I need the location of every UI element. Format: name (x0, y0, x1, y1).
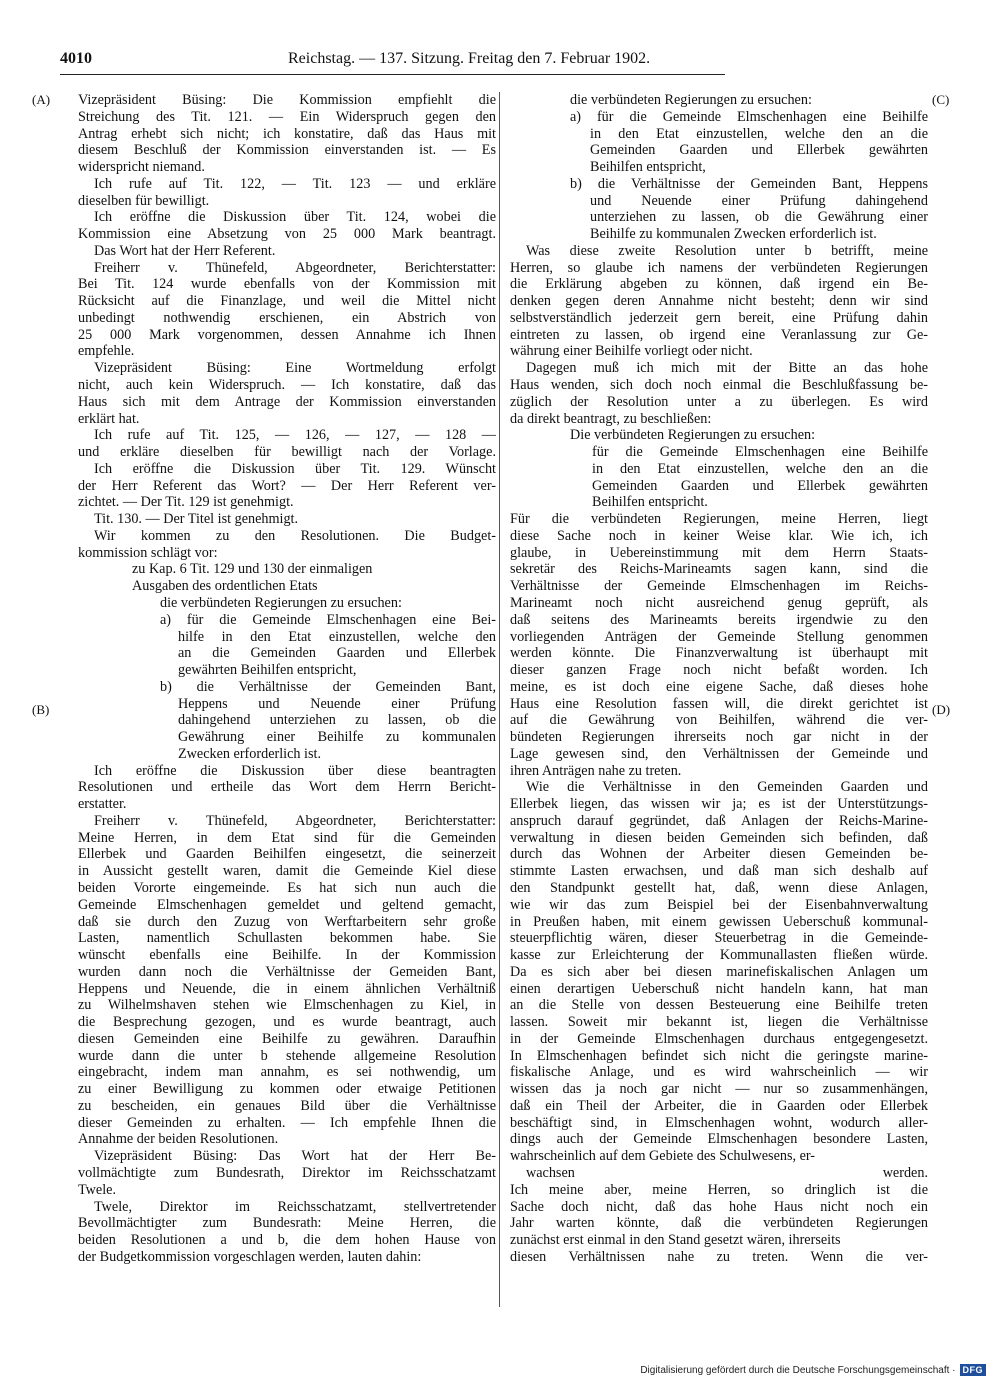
left-column-line: Meine Herren, in dem Etat sind für die Gemeinden (78, 829, 496, 846)
left-column-line: Bevollmächtigter zum Bundesrath: Meine Herren, die (78, 1215, 496, 1232)
running-title: Reichstag. — 137. Sitzung. Freitag den 7. Februar 1902. (288, 50, 651, 67)
left-column-line: an die Gemeinden Gaarden und Ellerbek (178, 645, 496, 662)
left-column-line: wurden dann noch die Verhältnisse der Gemeiden Bant, (78, 963, 496, 980)
left-column-line: daß sie durch den Zuzug von Werftarbeitern sehr große (78, 913, 496, 930)
left-column-line: Haus sich mit dem Antrage der Kommission einverstanden (78, 393, 496, 410)
left-column-line: dahingehend unterziehen zu lassen, ob die (178, 712, 496, 729)
right-column-line: wachsen werden. (526, 1165, 928, 1181)
right-column-line: Was diese zweite Resolution unter b betrifft, meine (526, 242, 928, 259)
right-column-line: die verbündeten Regierungen zu ersuchen: (570, 92, 812, 108)
left-column-line: erklärt hat. (78, 410, 140, 427)
left-column-line: empfehle. (78, 343, 135, 360)
left-column-line: zichtet. — Der Tit. 129 ist genehmigt. (78, 494, 294, 511)
left-column-line: zu einer Bewilligung zu kommen oder etwaige Petitionen (78, 1081, 496, 1098)
right-column-line: Für die verbündeten Regierungen, meine Herren, liegt (510, 511, 928, 528)
right-column-line: glaube, in Uebereinstimmung mit dem Herrn Staats- (510, 544, 928, 561)
right-column-line: dings auch der Gemeinde Elmschenhagen besondere Lasten, (510, 1131, 928, 1148)
left-column-line: die verbündeten Regierungen zu ersuchen: (160, 594, 402, 611)
left-column-line: Ich rufe auf Tit. 125, — 126, — 127, — 128 — (94, 427, 496, 444)
right-column-line: Marineamt noch nicht ausreichend genug geprüft, als (510, 594, 928, 611)
left-column-line: eingebracht, indem man annahm, es sei nothwendig, um (78, 1064, 496, 1081)
right-column-line: und Neuende einer Prüfung dahingehend (590, 192, 928, 209)
left-column-line: beiden Resolutionen a und b, die dem hohen Hause von (78, 1232, 496, 1249)
dfg-logo: DFG (960, 1364, 987, 1376)
left-column-line: 25 000 Mark vorgenommen, dessen Annahme ich Ihnen (78, 326, 496, 343)
left-column-line: Ausgaben des ordentlichen Etats (132, 578, 318, 595)
left-column-line: gewährten Beihilfen entspricht, (178, 662, 357, 679)
footer-text: Digitalisierung gefördert durch die Deutsche Forschungsgemeinschaft · (640, 1364, 956, 1376)
right-column-line: dieser ganzen Frage noch nicht befaßt worden. Ich (510, 662, 928, 679)
right-column-line: a) für die Gemeinde Elmschenhagen eine Beihilfe (570, 108, 928, 125)
right-column-line: stimmte Lasten erwachsen, und daß man sich deshalb auf (510, 863, 928, 880)
right-column-line: Herren, so glaube ich namens der verbündeten Regierungen (510, 259, 928, 276)
right-column-line: ihren Anträgen nahe zu treten. (510, 762, 682, 779)
right-column-line: Gemeinden Gaarden und Ellerbek gewährten (592, 477, 928, 494)
left-column-line: Ellerbek und Gaarden Beihilfen eingesetzt, die seinerzeit (78, 846, 496, 863)
right-column-line: Beihilfen entspricht, (590, 159, 706, 176)
right-column-line: Gemeinden Gaarden und Ellerbek gewährten (590, 142, 928, 159)
right-column-line: währung einer Beihilfe vorliegt oder nicht. (510, 343, 753, 360)
margin-letter-b: (B) (32, 702, 50, 717)
left-column-line: dieselben für bewilligt. (78, 192, 210, 209)
left-column-line: Freiherr v. Thünefeld, Abgeordneter, Berichterstatter: (94, 259, 496, 276)
left-column-line: Antrag erhebt sich nicht; ich konstatire, daß das Haus mit (78, 125, 496, 142)
left-column-line: Bei Tit. 124 wurde ebenfalls von der Kommission mit (78, 276, 496, 293)
right-column-line: beschäftigt sind, in Elmschenhagen wohnt, wodurch aller- (510, 1114, 928, 1131)
left-column-line: Wir kommen zu den Resolutionen. Die Budget- (94, 527, 496, 544)
right-column-line: diesen Verhältnissen nahe zu treten. Wenn die ver- (510, 1248, 928, 1265)
right-column-line: In Elmschenhagen befindet sich nicht die geringste marine- (510, 1047, 928, 1064)
running-header (60, 48, 725, 75)
column-divider (499, 92, 500, 1307)
left-column-line: hilfe in den Etat einzustellen, welche den (178, 628, 496, 645)
right-column-line: wissen das ja noch gar nicht — nur so zusammenhängen, (510, 1081, 928, 1098)
right-column-line: in der Gemeinde Elmschenhagen durchaus entgegengesetzt. (510, 1030, 928, 1047)
right-column-line: werden könnte. Die Finanzverwaltung ist überhaupt mit (510, 645, 928, 662)
right-column-line: Sache doch nicht, daß das hohe Haus nicht noch ein (510, 1198, 928, 1215)
left-column-line: Ich eröffne die Diskussion über Tit. 124, wobei die (94, 209, 496, 226)
right-column-line: daß ein Theil der Arbeiter, die in Gaarden oder Ellerbek (510, 1097, 928, 1114)
left-column-line: Kommission eine Absetzung von 25 000 Mark beantragt. (78, 226, 496, 243)
left-column-line: zu Wilhelmshaven stehen wie Elmschenhagen zu Kiel, in (78, 997, 496, 1014)
left-column-line: Heppens und Neuende, die in einem ähnlichen Verhältniß (78, 980, 496, 997)
margin-letter-a: (A) (32, 92, 51, 107)
left-column-line: diesem Beschluß der Kommission einverstanden ist. — Es (78, 142, 496, 159)
right-column-line: den Standpunkt gestellt hat, daß, wenn diese Anlagen, (510, 879, 928, 896)
left-column-line: unbedingt nothwendig erschienen, ein Abstrich von (78, 309, 496, 326)
right-column-line: verwaltung in diesen beiden Gemeinden sich befinden, daß (510, 829, 928, 846)
right-column-line: denken gegen deren Annahme nicht besteht; denn wir sind (510, 293, 928, 310)
right-column-line: fiskalische Anlage, und es wird wahrscheinlich — wir (510, 1064, 928, 1081)
left-column-line: dieser Gemeinden zu erhalten. — Ich empfehle Ihnen die (78, 1114, 496, 1131)
left-column-line: wünscht ebenfalls eine Beihilfe. In der Kommission (78, 947, 496, 964)
left-column-line: Twele, Direktor im Reichsschatzamt, stellvertretender (94, 1198, 496, 1215)
right-column-line: lassen. Soweit mir bekannt ist, liegen die Verhältnisse (510, 1014, 928, 1031)
left-column-line: kommission schlägt vor: (78, 544, 218, 561)
left-column-line: Resolutionen und ertheile das Wort dem Herrn Bericht- (78, 779, 496, 796)
right-column-line: Wie die Verhältnisse in den Gemeinden Gaarden und (526, 779, 928, 796)
right-column-line: Ich meine aber, meine Herren, so dringlich ist die (510, 1181, 928, 1198)
left-column-line: der Herr Referent das Wort? — Der Herr Referent ver- (78, 477, 496, 494)
right-column-line: meine, es ist doch eine eigene Sache, daß dieses hohe (510, 678, 928, 695)
left-column-line: Twele. (78, 1181, 117, 1198)
right-column-line: Lage gewesen sind, den Verhältnissen der Gemeinde und (510, 745, 928, 762)
right-column-line: wie wir das zum Beispiel bei der Eisenbahnverwaltung (510, 896, 928, 913)
left-column-line: Tit. 130. — Der Titel ist genehmigt. (94, 511, 299, 528)
right-column-line: Ellerbek liegen, das wissen wir ja; es ist der Unterstützungs- (510, 796, 928, 813)
left-column-line: Ich eröffne die Diskussion über diese beantragten (94, 762, 496, 779)
right-column-line: vorliegenden Anträgen der Gemeinde Stellung genommen (510, 628, 928, 645)
right-column-line: diese Sache noch in keiner Weise klar. Wie ich, ich (510, 527, 928, 544)
left-column-line: Ich rufe auf Tit. 122, — Tit. 123 — und erkläre (94, 175, 496, 192)
left-column-line: Gewährung einer Beihilfe zu kommunalen (178, 729, 496, 746)
right-column-line: Dagegen muß ich mich mit der Bitte an das hohe (526, 360, 928, 377)
left-column-line: Vizepräsident Büsing: Die Kommission empfiehlt die (78, 92, 496, 108)
right-column-line: wahrscheinlich auf dem Gebiete des Schulwesens, er- (510, 1148, 816, 1165)
left-column-line: der Budgetkommission vorgeschlagen werden, lauten dahin: (78, 1248, 422, 1265)
left-column-line: a) für die Gemeinde Elmschenhagen eine Bei- (160, 611, 496, 628)
right-column-line: zunächst erst einmal in den Stand gesetzt wären, ihrerseits (510, 1232, 841, 1249)
margin-letter-c: (C) (932, 92, 950, 107)
right-column-line: kasse zur Erleichterung der Kommunallasten fließen würde. (510, 947, 928, 964)
right-column-line: sekretär des Reichs-Marineamts sagen kann, sind die (510, 561, 928, 578)
left-column-line: in Aussicht gestellt waren, damit die Gemeinde Kiel diese (78, 863, 496, 880)
right-column-line: züglich der Resolution unter a zu überlegen. Es wird (510, 393, 928, 410)
left-column-line: Streichung des Tit. 121. — Ein Widerspruch gegen den (78, 108, 496, 125)
left-column-line: und erkläre dieselben für bewilligt nach der Vorlage. (78, 444, 496, 461)
right-column-line: Beihilfen entspricht. (592, 494, 708, 511)
right-column-line: Beihilfe zu kommunalen Zwecken erforderlich ist. (590, 226, 877, 243)
right-column-line: die Erklärung abgeben zu können, daß irgend ein Be- (510, 276, 928, 293)
left-column-line: Ich eröffne die Diskussion über Tit. 129. Wünscht (94, 460, 496, 477)
left-column-line: b) die Verhältnisse der Gemeinden Bant, (160, 678, 496, 695)
left-column-line: die Besprechung gezogen, und es wurde beantragt, auch (78, 1014, 496, 1031)
right-column-line: daß seitens des Marineamts bereits irgendwie zu den (510, 611, 928, 628)
left-column-line: Heppens und Neuende einer Prüfung (178, 695, 496, 712)
left-column-line: Gemeinde Elmschenhagen gemeldet und geltend gemacht, (78, 896, 496, 913)
margin-letter-d: (D) (932, 702, 951, 717)
left-column-line: zu Kap. 6 Tit. 129 und 130 der einmaligen (132, 561, 373, 578)
right-column-line: an die Stelle von dessen Besteuerung eine Beihilfe treten (510, 997, 928, 1014)
right-column-line: für die Gemeinde Elmschenhagen eine Beihilfe (592, 444, 928, 461)
right-column-line: unterziehen zu lassen, ob die Gewährung einer (590, 209, 928, 226)
left-column-line: Annahme der beiden Resolutionen. (78, 1131, 279, 1148)
left-column-line: Das Wort hat der Herr Referent. (94, 242, 276, 259)
right-column-line: steuerpflichtig wären, dieser Steuerbetrag in die Gemeinde- (510, 930, 928, 947)
right-column-line: einen derartigen Ueberschuß nicht handeln kann, hat man (510, 980, 928, 997)
right-column-line: eintreten zu lassen, ob irgend eine Veranlassung zur Ge- (510, 326, 928, 343)
right-column-line: Die verbündeten Regierungen zu ersuchen: (570, 427, 816, 444)
right-column-line: Haus eine Resolution fassen will, die direkt gerichtet ist (510, 695, 928, 712)
left-column-line: Lasten, namentlich Schullasten bekommen habe. Sie (78, 930, 496, 947)
right-column (510, 92, 928, 1266)
left-column-line: zu bescheiden, ein genaues Bild über die Verhältnisse (78, 1097, 496, 1114)
left-column-line: wurde dann die unter b stehende allgemeine Resolution (78, 1047, 496, 1064)
right-column-line: Da es sich aber bei diesen marinefiskalischen Anlagen um (510, 963, 928, 980)
right-column-line: b) die Verhältnisse der Gemeinden Bant, Heppens (570, 175, 928, 192)
left-column-line: Zwecken erforderlich ist. (178, 745, 321, 762)
left-column (78, 92, 496, 1266)
left-column-line: Freiherr v. Thünefeld, Abgeordneter, Berichterstatter: (94, 812, 496, 829)
right-column-line: in Preußen haben, mit einem gewissen Ueberschuß kommunal- (510, 913, 928, 930)
left-column-line: beiden Vororte eingemeinde. Es hat sich nun auch die (78, 879, 496, 896)
left-column-line: widerspricht niemand. (78, 159, 205, 176)
left-column-line: erstatter. (78, 796, 127, 813)
left-column-line: Vizepräsident Büsing: Eine Wortmeldung erfolgt (94, 360, 496, 377)
right-column-line: in den Etat einzustellen, welche den an die (590, 125, 928, 142)
right-column-line: selbstverständlich jederzeit gern bereit, eine Prüfung dahin (510, 309, 928, 326)
footer-credit (640, 1362, 986, 1378)
right-column-line: Verhältnisse der Gemeinde Elmschenhagen im Reichs- (510, 578, 928, 595)
left-column-line: nicht, auch kein Widerspruch. — Ich konstatire, daß das (78, 377, 496, 394)
page-number: 4010 (60, 50, 92, 67)
right-column-line: anspruch darauf gegründet, daß Anlagen der Reichs-Marine- (510, 812, 928, 829)
right-column-line: in den Etat einzustellen, welche den an die (592, 460, 928, 477)
left-column-line: Vizepräsident Büsing: Das Wort hat der Herr Be- (94, 1148, 496, 1165)
right-column-line: auf die Gewährung von Beihilfen, während die ver- (510, 712, 928, 729)
right-column-line: Jahr warten könnte, daß die verbündeten Regierungen (510, 1215, 928, 1232)
left-column-line: diesen Gemeinden eine Beihilfe zu gewähren. Daraufhin (78, 1030, 496, 1047)
left-column-line: Rücksicht auf die Finanzlage, und weil die Mittel nicht (78, 293, 496, 310)
right-column-line: durch das Wohnen der Arbeiter diesen Gemeinden be- (510, 846, 928, 863)
left-column-line: vollmächtigte zum Bundesrath, Direktor im Reichsschatzamt (78, 1165, 496, 1181)
right-column-line: da direkt beantragt, zu beschließen: (510, 410, 712, 427)
right-column-line: Haus wenden, sich doch noch einmal die Beschlußfassung be- (510, 377, 928, 394)
right-column-line: bündeten Regierungen ihrerseits noch gar nicht in der (510, 729, 928, 746)
